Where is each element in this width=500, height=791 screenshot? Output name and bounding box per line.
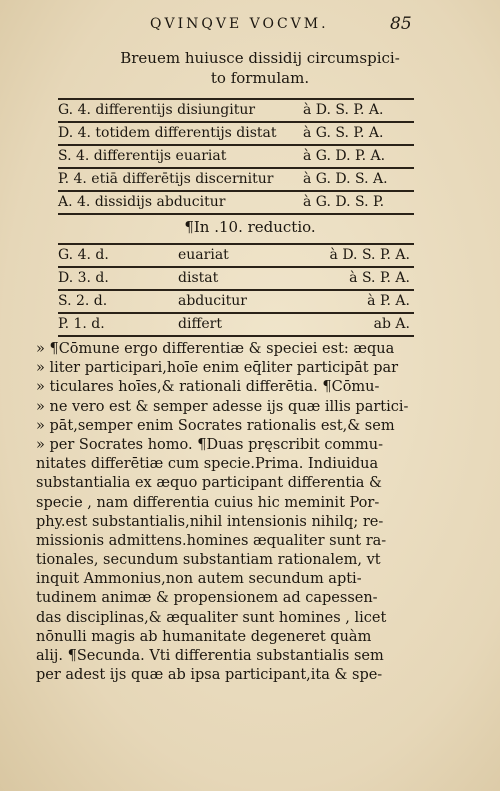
text-line: missionis admittens.homines æqualiter sunt ra- (36, 532, 387, 549)
reduction-table (58, 243, 414, 337)
text-line: nōnulli magis ab humanitate degeneret quàm (36, 628, 372, 645)
row-code: D. 3. d. (58, 270, 109, 286)
row-right: à D. S. P. A. (303, 102, 384, 118)
table-row (58, 123, 414, 146)
row-right: à G. S. P. A. (303, 125, 384, 141)
row-left: D. 4. totidem differentijs distat (58, 125, 277, 141)
row-from: à D. S. P. A. (329, 247, 410, 263)
table-row (58, 243, 414, 268)
row-right: à G. D. S. P. (303, 194, 385, 210)
text-line: » liter participari,hoīe enim eq̄liter participāt par (36, 360, 399, 377)
heading-line: to formulam. (210, 69, 310, 87)
row-verb: differt (178, 316, 222, 332)
text-line: » per Socrates homo. ¶Duas pręscribit commu- (36, 436, 383, 453)
row-left: G. 4. differentijs disiungitur (58, 102, 256, 118)
table-row (58, 169, 414, 192)
row-from: ab A. (373, 316, 410, 332)
text-line: tudinem animæ & propensionem ad capessen- (36, 590, 378, 607)
text-line: nitates differētiæ cum specie.Prima. Indiuidua (36, 456, 379, 473)
table-row (58, 192, 414, 215)
row-right: à G. D. S. A. (303, 171, 388, 187)
row-right: à G. D. P. A. (303, 148, 386, 164)
heading-line: Breuem huiusce dissidij circumspici- (120, 49, 400, 67)
row-left: P. 4. etiā differētijs discernitur (58, 171, 274, 187)
table-row (58, 98, 414, 123)
text-line: » ticulares hoīes,& rationali differētia. ¶Cōmu- (36, 379, 380, 396)
row-code: S. 2. d. (58, 293, 108, 309)
body-paragraph (36, 340, 416, 685)
row-left: A. 4. dissidijs abducitur (58, 194, 226, 210)
running-head-title: QVINQVE VOCVM. (150, 16, 329, 32)
table-row (58, 268, 414, 291)
row-from: à S. P. A. (349, 270, 410, 286)
text-line: tionales, secundum substantiam rationalem, vt (36, 552, 381, 569)
row-code: P. 1. d. (58, 316, 105, 332)
table-row (58, 291, 414, 314)
text-line: specie , nam differentia cuius hic meminit Por- (36, 494, 380, 511)
row-verb: euariat (178, 247, 229, 263)
reduction-subhead: ¶In .10. reductio. (184, 218, 316, 236)
text-line: alij. ¶Secunda. Vti differentia substantialis sem (36, 648, 384, 664)
table-row (58, 146, 414, 169)
row-verb: abducitur (178, 293, 247, 309)
text-line: inquit Ammonius,non autem secundum apti- (36, 571, 362, 588)
section-heading (60, 48, 460, 88)
text-line: substantialia ex æquo participant differentia & (36, 475, 382, 492)
text-line: phy.est substantialis,nihil intensionis nihilq; re- (36, 513, 384, 530)
text-line: per adest ijs quæ ab ipsa participant,ita & spe- (36, 667, 383, 684)
row-from: à P. A. (367, 293, 410, 309)
row-code: G. 4. d. (58, 247, 109, 263)
table-row (58, 314, 414, 337)
text-line: » ¶Cōmune ergo differentiæ & speciei est: æqua (36, 341, 395, 357)
row-left: S. 4. differentijs euariat (58, 148, 227, 164)
text-line: das disciplinas,& æqualiter sunt homines , licet (36, 609, 387, 626)
text-line: » ne vero est & semper adesse ijs quæ illis partici- (36, 398, 409, 415)
row-verb: distat (178, 270, 219, 286)
text-line: » pāt,semper enim Socrates rationalis est,& sem (36, 417, 395, 434)
running-head (0, 16, 500, 40)
page-number: 85 (390, 14, 412, 34)
differences-table (58, 98, 414, 215)
